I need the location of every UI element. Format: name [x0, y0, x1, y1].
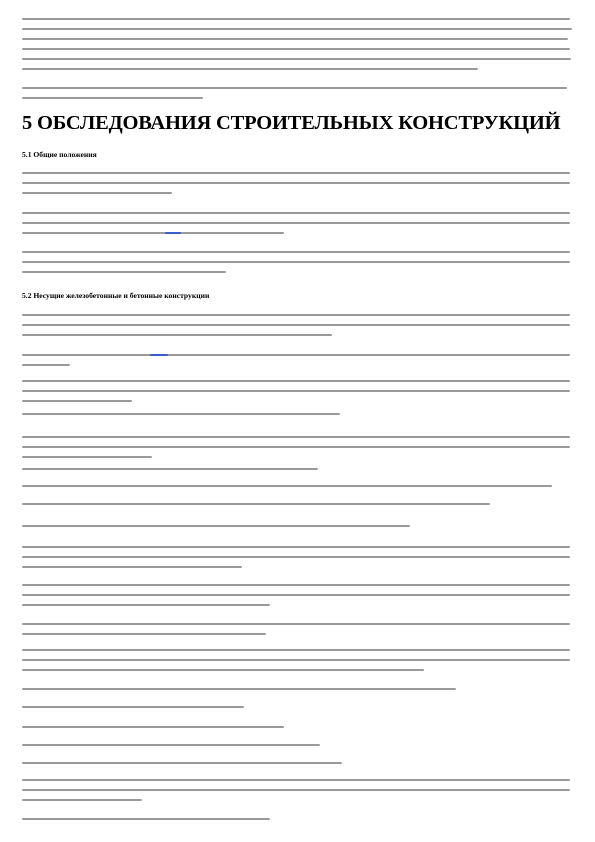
text-line [22, 688, 456, 690]
text-line [22, 649, 570, 651]
text-line [22, 799, 142, 801]
text-line [22, 182, 570, 184]
text-line [22, 324, 570, 326]
text-line [22, 18, 570, 20]
text-line [22, 261, 570, 263]
text-line [22, 400, 132, 402]
text-line [22, 556, 570, 558]
text-line [22, 762, 342, 764]
text-line [22, 192, 172, 194]
text-line [22, 594, 570, 596]
text-line [22, 503, 490, 505]
text-line [22, 623, 570, 625]
text-line [22, 232, 284, 234]
text-line [22, 212, 570, 214]
text-line [22, 314, 570, 316]
text-line [22, 604, 270, 606]
text-line [22, 789, 570, 791]
text-line [22, 525, 410, 527]
text-line [22, 818, 270, 820]
text-line [22, 706, 244, 708]
text-line [22, 28, 572, 30]
text-line [22, 271, 226, 273]
text-line [22, 97, 203, 99]
text-line [22, 659, 570, 661]
text-line [22, 584, 570, 586]
text-line [22, 413, 340, 415]
text-line [22, 58, 571, 60]
text-line [22, 726, 284, 728]
text-line [22, 48, 570, 50]
text-line [22, 380, 570, 382]
text-line [22, 468, 318, 470]
text-line [22, 334, 332, 336]
text-line [22, 354, 570, 356]
cross-reference-link[interactable] [150, 354, 168, 356]
text-line [22, 68, 478, 70]
text-line [22, 87, 567, 89]
text-line [22, 669, 424, 671]
text-line [22, 38, 568, 40]
text-line [22, 436, 570, 438]
text-line [22, 390, 570, 392]
text-line [22, 546, 570, 548]
text-line [22, 364, 70, 366]
text-line [22, 744, 320, 746]
subsection-heading-5-2: 5.2 Несущие железобетонные и бетонные конструкции [22, 291, 210, 300]
text-line [22, 779, 570, 781]
text-line [22, 456, 152, 458]
text-line [22, 222, 570, 224]
text-line [22, 566, 242, 568]
text-line [22, 633, 266, 635]
subsection-heading-5-1: 5.1 Общие положения [22, 150, 97, 159]
section-heading: 5 ОБСЛЕДОВАНИЯ СТРОИТЕЛЬНЫХ КОНСТРУКЦИЙ [22, 112, 561, 134]
cross-reference-link[interactable] [165, 232, 181, 234]
text-line [22, 172, 570, 174]
text-line [22, 485, 552, 487]
text-line [22, 251, 570, 253]
text-line [22, 446, 570, 448]
